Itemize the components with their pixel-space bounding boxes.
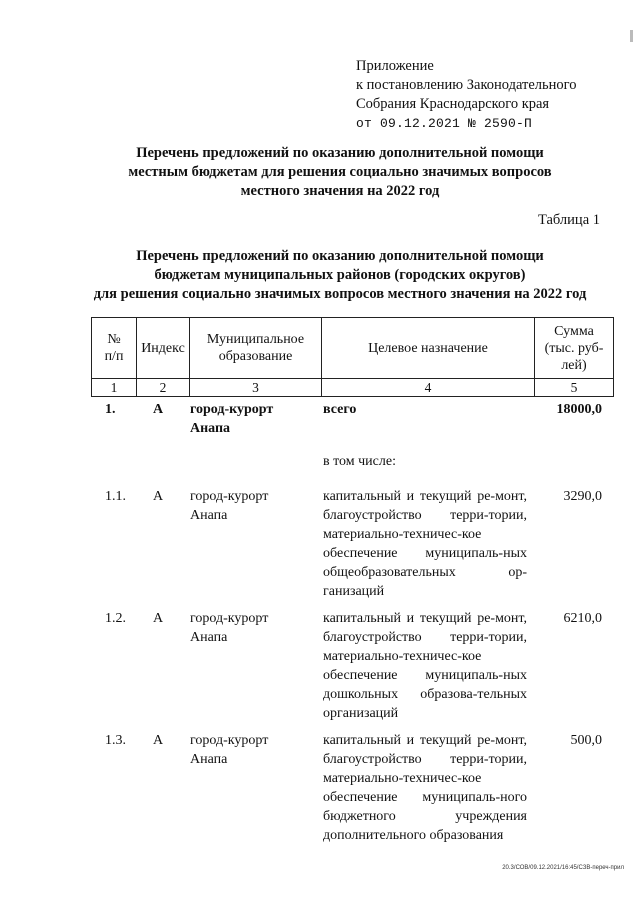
row-purpose: капитальный и текущий ре-монт, благоустройство терри-тории, материально-техничес-кое обеспечение муниципаль-ных дошкольных образова-тельных организаций (323, 611, 527, 721)
appendix-line-3: Собрания Краснодарского края (356, 96, 550, 112)
header-num-1: 1 (92, 379, 137, 397)
row-purpose: всего (323, 402, 357, 417)
header-num-3: 3 (190, 379, 322, 397)
row-sum: 18000,0 (556, 402, 602, 417)
table-title-line-2: бюджетам муниципальных районов (городских округов) (154, 267, 526, 283)
row-purpose: капитальный и текущий ре-монт, благоустройство терри-тории, материально-техничес-кое обеспечение муниципаль-ного бюджетного учреждения дополнительного образования (323, 733, 527, 843)
appendix-line-4: от 09.12.2021 № 2590-П (356, 116, 533, 131)
row-index: А (153, 611, 164, 626)
row-municipality: город-курорт Анапа (190, 489, 269, 523)
appendix-line-2: к постановлению Законодательного (356, 77, 577, 93)
row-number: 1.1. (105, 489, 126, 504)
main-title-line-1: Перечень предложений по оказанию дополнительной помощи (136, 145, 544, 161)
row-sum: 6210,0 (563, 611, 602, 626)
header-municipality: Муниципальное образование (190, 318, 322, 379)
row-municipality: город-курорт Анапа (190, 733, 269, 767)
row-municipality: город-курорт Анапа (190, 402, 274, 436)
table-label: Таблица 1 (537, 212, 600, 228)
header-num-5: 5 (535, 379, 614, 397)
main-title (60, 144, 620, 201)
header-num-4: 4 (322, 379, 535, 397)
header-purpose: Целевое назначение (322, 318, 535, 379)
row-purpose: капитальный и текущий ре-монт, благоустройство терри-тории, материально-техничес-кое обеспечение муниципаль-ных общеобразовательных ор-ганизаций (323, 489, 527, 599)
row-sum: 3290,0 (563, 489, 602, 504)
main-title-line-3: местного значения на 2022 год (240, 183, 440, 199)
table-header (91, 317, 614, 397)
table-title (60, 247, 620, 304)
header-number: № п/п (92, 318, 137, 379)
row-index: А (153, 489, 164, 504)
row-index: А (153, 402, 164, 417)
row-subheading: в том числе: (323, 454, 396, 469)
document-footer-code: 20.3/СОВ/09.12.2021/16:45/СЗВ-переч-прил (502, 865, 624, 871)
row-municipality: город-курорт Анапа (190, 611, 269, 645)
scan-edge-mark (630, 30, 633, 42)
table-title-line-1: Перечень предложений по оказанию дополнительной помощи (136, 248, 544, 264)
row-number: 1.2. (105, 611, 126, 626)
header-num-2: 2 (137, 379, 190, 397)
row-number: 1. (105, 402, 116, 417)
appendix-line-1: Приложение (356, 58, 434, 74)
row-index: А (153, 733, 164, 748)
main-title-line-2: местным бюджетам для решения социально значимых вопросов (128, 164, 552, 180)
table-title-line-3: для решения социально значимых вопросов местного значения на 2022 год (93, 286, 587, 302)
row-number: 1.3. (105, 733, 126, 748)
row-sum: 500,0 (570, 733, 602, 748)
header-index: Индекс (137, 318, 190, 379)
header-sum: Сумма (тыс. руб- лей) (535, 318, 614, 379)
appendix-block (356, 57, 577, 133)
